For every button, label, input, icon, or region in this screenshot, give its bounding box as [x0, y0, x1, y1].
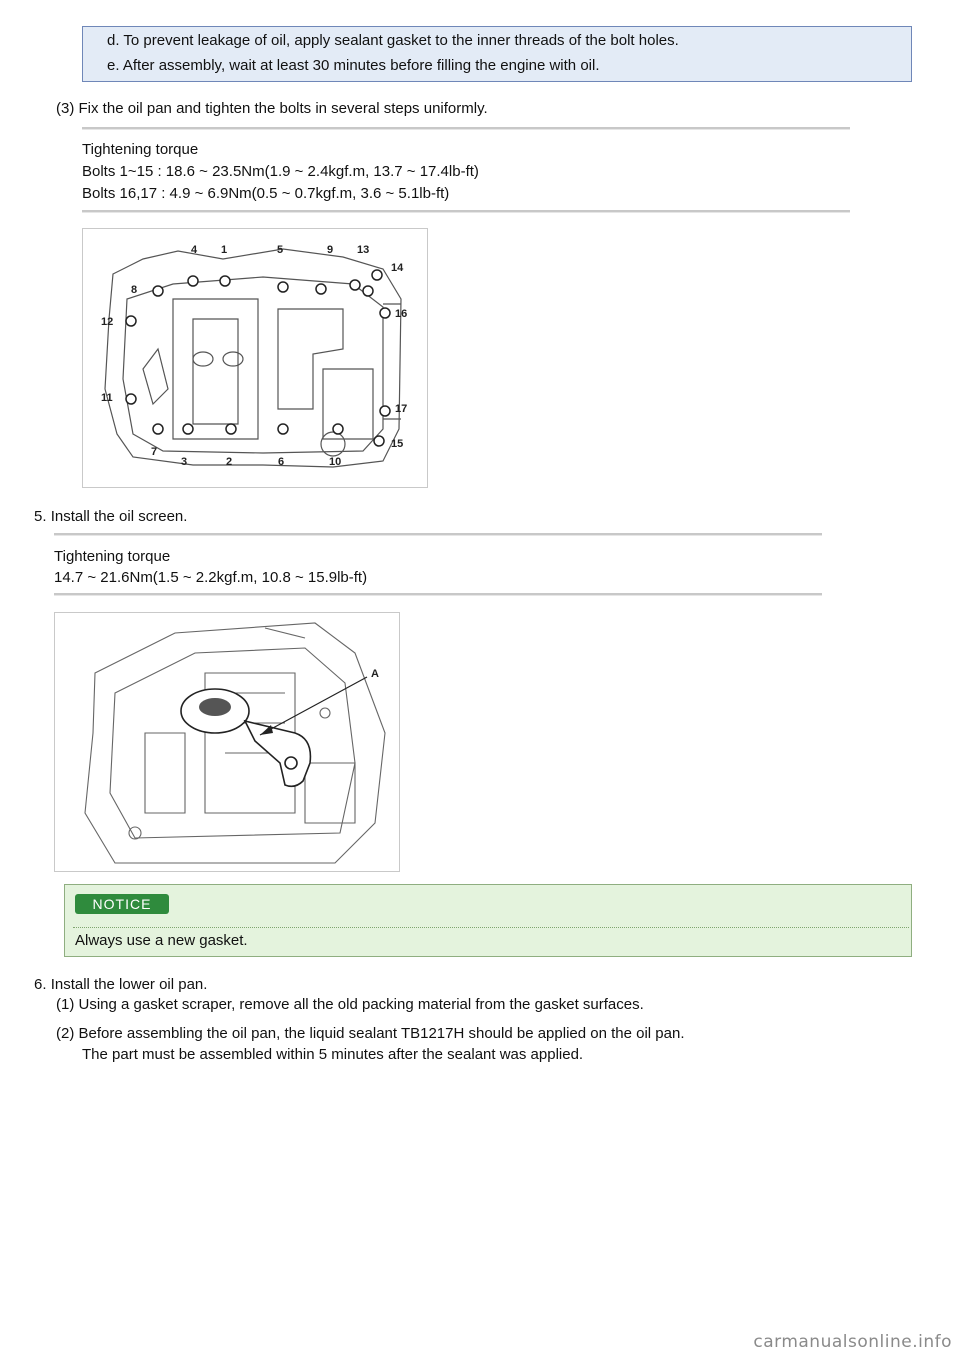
bolt-label: 9 — [327, 244, 334, 256]
list-item — [107, 57, 600, 75]
oil-screen-drawing — [55, 613, 399, 871]
substep-1 — [56, 996, 644, 1014]
torque-line: Bolts 1~15 : 18.6 ~ 23.5Nm(1.9 ~ 2.4kgf.m, 13.7 ~ 17.4lb-ft) — [82, 163, 479, 180]
step-text: Install the lower oil pan. — [50, 976, 208, 993]
torque-title: Tightening torque — [54, 548, 171, 565]
notice-badge: NOTICE — [75, 894, 169, 914]
bolt-label: 8 — [131, 284, 138, 296]
bolt-label: 10 — [329, 456, 342, 468]
list-marker: e. — [107, 57, 120, 74]
step-marker: 6. — [34, 976, 47, 993]
bolt-label: 16 — [395, 308, 408, 320]
step-marker: 5. — [34, 508, 47, 525]
notice-text: Always use a new gasket. — [75, 932, 248, 949]
divider — [54, 533, 822, 536]
step-text: Install the oil screen. — [50, 508, 188, 525]
bolt-label: 5 — [277, 244, 284, 256]
divider — [82, 127, 850, 130]
substep-2 — [56, 1025, 685, 1043]
bolt-label: 17 — [395, 403, 408, 415]
bolt-label: 2 — [226, 456, 233, 468]
torque-line: Bolts 16,17 : 4.9 ~ 6.9Nm(0.5 ~ 0.7kgf.m, 3.6 ~ 5.1lb-ft) — [82, 185, 450, 202]
step-3 — [56, 100, 488, 118]
step-marker: (3) — [56, 100, 75, 117]
torque-line: 14.7 ~ 21.6Nm(1.5 ~ 2.2kgf.m, 10.8 ~ 15.9lb-ft) — [54, 569, 368, 586]
bolt-label: 15 — [391, 438, 404, 450]
caution-box — [82, 26, 912, 82]
list-item — [107, 32, 679, 50]
step-marker: (2) — [56, 1025, 75, 1042]
watermark: carmanualsonline.info — [753, 1332, 952, 1352]
oil-pan-bolt-diagram — [82, 228, 428, 488]
step-text: Using a gasket scraper, remove all the old packing material from the gasket surfaces. — [78, 996, 644, 1013]
bolt-label: 3 — [181, 456, 188, 468]
bolt-label: 4 — [191, 244, 198, 256]
step-text: Before assembling the oil pan, the liquid sealant TB1217H should be applied on the oil pan. — [78, 1025, 685, 1042]
list-text: After assembly, wait at least 30 minutes before filling the engine with oil. — [122, 57, 600, 74]
callout-label: A — [371, 668, 379, 680]
divider — [54, 593, 822, 596]
substep-2-continued: The part must be assembled within 5 minutes after the sealant was applied. — [82, 1046, 584, 1063]
bolt-label: 1 — [221, 244, 228, 256]
step-text: Fix the oil pan and tighten the bolts in several steps uniformly. — [78, 100, 488, 117]
list-marker: d. — [107, 32, 120, 49]
notice-box — [64, 884, 912, 957]
divider — [82, 210, 850, 213]
step-marker: (1) — [56, 996, 75, 1013]
step-6 — [34, 976, 207, 994]
oil-screen-diagram — [54, 612, 400, 872]
bolt-label: 13 — [357, 244, 370, 256]
list-text: To prevent leakage of oil, apply sealant gasket to the inner threads of the bolt holes. — [123, 32, 679, 49]
step-5 — [34, 508, 187, 526]
bolt-label: 6 — [278, 456, 285, 468]
bolt-label: 7 — [151, 446, 158, 458]
notice-divider — [73, 927, 909, 928]
bolt-label: 11 — [101, 392, 113, 404]
bolt-sequence-drawing — [83, 229, 427, 487]
torque-title: Tightening torque — [82, 141, 199, 158]
bolt-label: 14 — [391, 262, 404, 274]
bolt-label: 12 — [101, 316, 114, 328]
